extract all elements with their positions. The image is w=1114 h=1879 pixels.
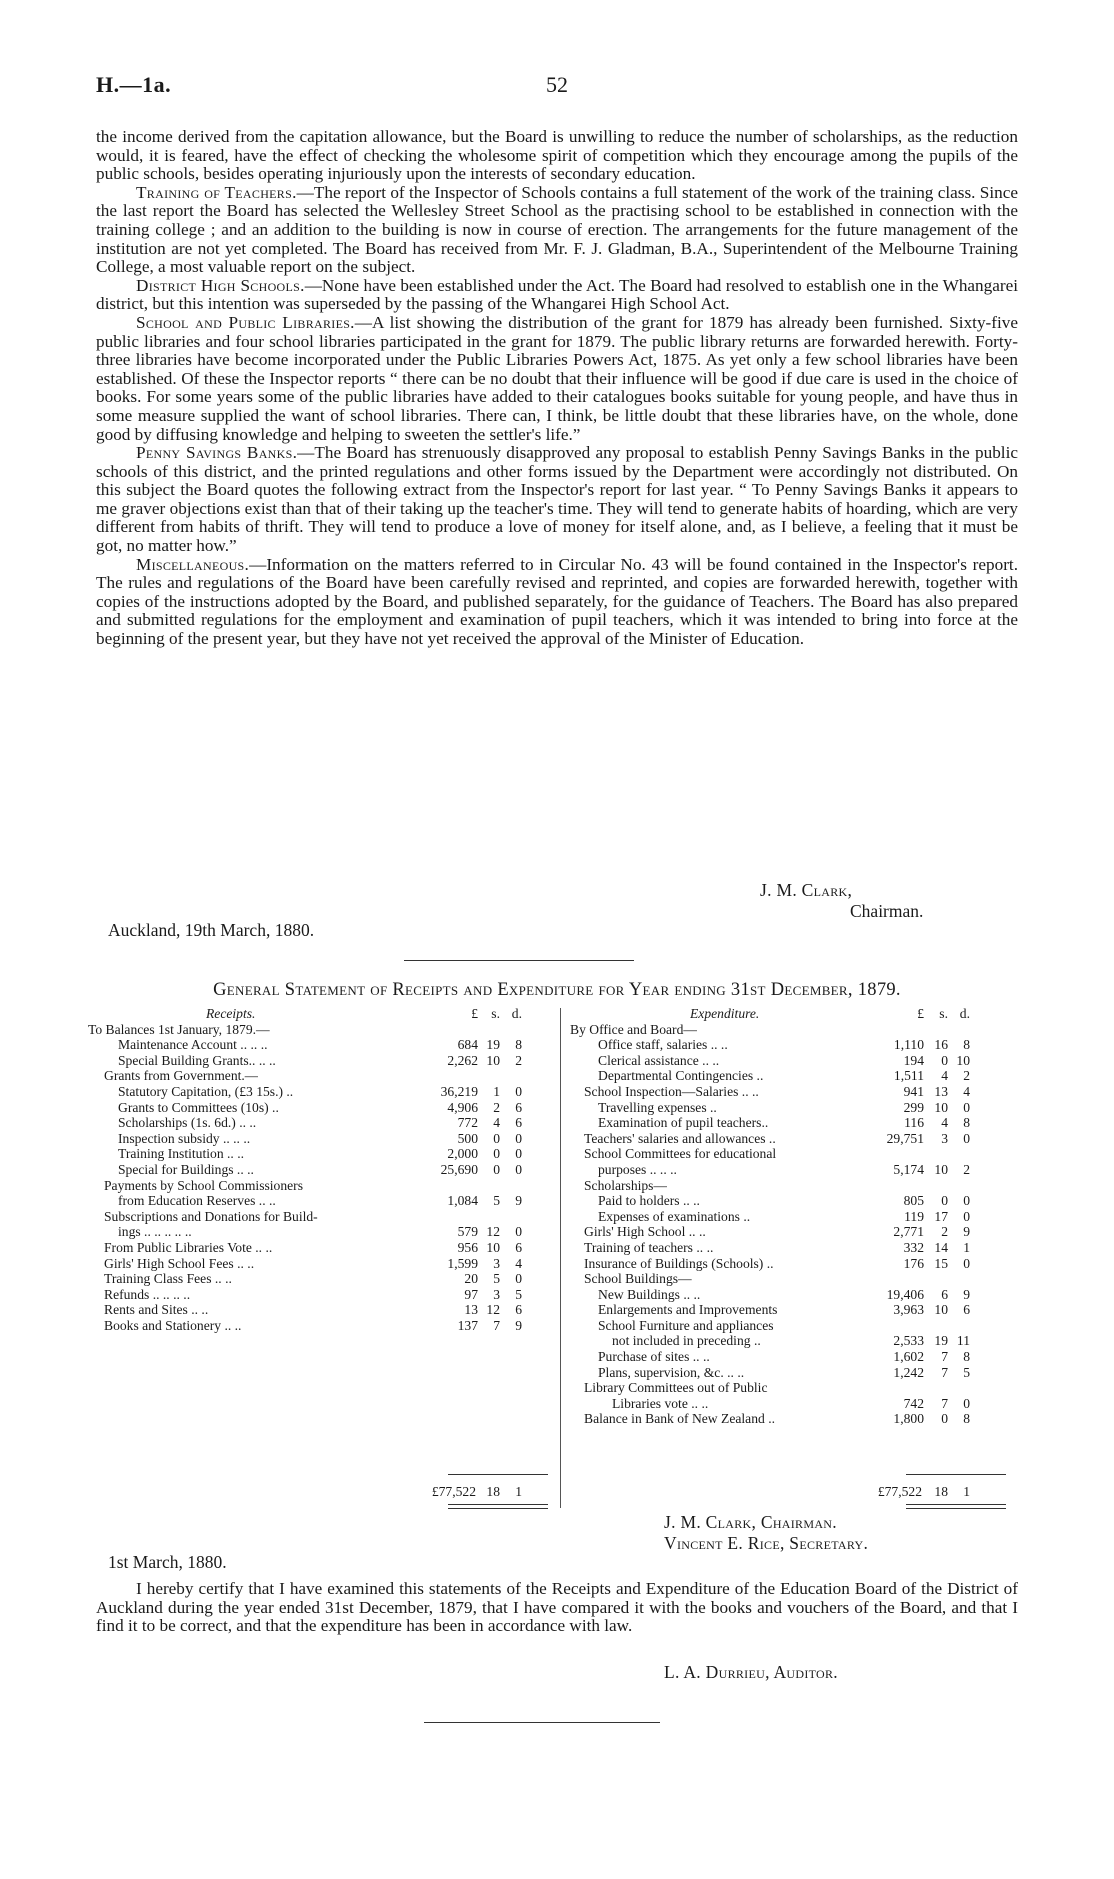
receipts-item-pounds: 25,690 (440, 1161, 478, 1177)
paragraph-penny-savings-banks: Penny Savings Banks.—The Board has strenuously disapproved any proposal to establish Penny Savings Banks in the public schools of this district, and the printed regulations and other forms issued by the Department were accordingly not distributed. On this subject the Board quotes the following extract from the Inspector's report for last year. “ To Penny Savings Banks it appears to me graver objections exist than that of their taking up the teacher's time. They will tend to generate habits of hoarding, which are very different from habits of thrift. They will tend to produce a love of money for itself alone, and, as I believe, a feeling that it must be got, no matter how.” (96, 443, 1018, 556)
receipts-item-pence: 0 (515, 1271, 522, 1287)
expenditure-item-shillings: 3 (941, 1130, 948, 1146)
chairman-signature (760, 880, 923, 922)
expenditure-header-row (570, 1006, 1018, 1022)
expenditure-item-label: Office staff, salaries .. .. (598, 1037, 728, 1053)
expenditure-item-shillings: 14 (934, 1239, 948, 1255)
receipts-item-pounds: 4,906 (447, 1099, 478, 1115)
expenditure-row (570, 1302, 1018, 1318)
receipts-heading: Receipts. (206, 1006, 256, 1021)
expenditure-rows (570, 1022, 1018, 1427)
expenditure-total-row (570, 1484, 1018, 1500)
receipts-row (88, 1209, 550, 1225)
section-heading: Miscellaneous. (136, 554, 250, 574)
expenditure-row (570, 1333, 1018, 1349)
receipts-item-label: Maintenance Account .. .. .. (118, 1037, 268, 1053)
receipts-item-pounds: 137 (457, 1317, 478, 1333)
signatory-role: Chairman. (850, 901, 924, 921)
receipts-row (88, 1318, 550, 1334)
expenditure-item-shillings: 10 (934, 1099, 948, 1115)
receipts-item-shillings: 0 (493, 1130, 500, 1146)
expenditure-item-pence: 0 (963, 1099, 970, 1115)
receipts-item-shillings: 7 (493, 1317, 500, 1333)
receipts-item-pounds: 1,599 (447, 1255, 478, 1271)
expenditure-item-label: By Office and Board— (570, 1021, 697, 1037)
receipts-item-label: Special Building Grants.. .. .. (118, 1052, 276, 1068)
pence-header: d. (959, 1006, 970, 1021)
expenditure-item-label: Teachers' salaries and allowances .. (584, 1130, 776, 1146)
receipts-item-pounds: 13 (464, 1302, 478, 1318)
expenditure-item-pounds: 2,771 (893, 1224, 924, 1240)
receipts-row (88, 1022, 550, 1038)
statement-title: General Statement of Receipts and Expenditure for Year ending 31st December, 1879. (213, 980, 901, 1000)
receipts-item-label: Scholarships (1s. 6d.) .. .. (118, 1115, 257, 1131)
section-heading: School and Public Libraries. (136, 312, 355, 332)
expenditure-total-pounds: £77,522 (877, 1484, 922, 1499)
expenditure-item-label: Enlargements and Improvements (598, 1302, 778, 1318)
receipts-item-shillings: 3 (493, 1255, 500, 1271)
expenditure-item-shillings: 7 (941, 1349, 948, 1365)
expenditure-row (570, 1068, 1018, 1084)
pounds-header: £ (471, 1006, 478, 1021)
receipts-item-pence: 6 (515, 1099, 522, 1115)
receipts-item-shillings: 19 (486, 1037, 500, 1053)
expenditure-row (570, 1365, 1018, 1381)
expenditure-item-pence: 8 (963, 1349, 970, 1365)
expenditure-item-label: Insurance of Buildings (Schools) .. (584, 1255, 774, 1271)
expenditure-item-label: Scholarships— (584, 1177, 668, 1193)
expenditure-item-label: Expenses of examinations .. (598, 1208, 751, 1224)
expenditure-item-shillings: 2 (941, 1224, 948, 1240)
expenditure-item-shillings: 4 (941, 1068, 948, 1084)
receipts-header-row (88, 1006, 550, 1022)
receipts-item-shillings: 0 (493, 1146, 500, 1162)
expenditure-item-shillings: 4 (941, 1115, 948, 1131)
receipts-item-pounds: 20 (464, 1271, 478, 1287)
expenditure-item-pounds: 1,800 (893, 1411, 924, 1427)
expenditure-item-pounds: 5,174 (893, 1161, 924, 1177)
expenditure-item-pence: 0 (963, 1208, 970, 1224)
expenditure-item-label: New Buildings .. .. (598, 1286, 701, 1302)
receipts-row (88, 1131, 550, 1147)
receipts-total-shillings: 18 (486, 1484, 500, 1499)
receipts-item-shillings: 5 (493, 1193, 500, 1209)
receipts-item-pounds: 2,000 (447, 1146, 478, 1162)
expenditure-heading: Expenditure. (690, 1006, 760, 1021)
receipts-item-pounds: 97 (464, 1286, 478, 1302)
expenditure-item-pence: 10 (956, 1052, 970, 1068)
receipts-item-pence: 0 (515, 1161, 522, 1177)
expenditure-item-shillings: 6 (941, 1286, 948, 1302)
expenditure-column (570, 1006, 1018, 1427)
receipts-item-pounds: 1,084 (447, 1193, 478, 1209)
paragraph-training-of-teachers: Training of Teachers.—The report of the Inspector of Schools contains a full statement of the work of the training class. Since the last report the Board has selected the Wellesley Street School as the practising school to be established in connection with the training college ; and an addition to the building is now in course of erection. The arrangements for the future management of the institution are not yet completed. The Board has received from Mr. F. J. Gladman, B.A., Superintendent of the Melbourne Training College, a most valuable report on the subject. (96, 182, 1018, 277)
receipts-item-pence: 0 (515, 1083, 522, 1099)
receipts-total-row (88, 1484, 550, 1500)
expenditure-item-pounds: 299 (903, 1099, 924, 1115)
expenditure-item-pounds: 3,963 (893, 1302, 924, 1318)
receipts-item-pounds: 36,219 (440, 1083, 478, 1099)
receipts-item-pounds: 772 (457, 1115, 478, 1131)
expenditure-row (570, 1084, 1018, 1100)
receipts-item-shillings: 5 (493, 1271, 500, 1287)
receipts-row (88, 1162, 550, 1178)
receipts-total-double-rule (448, 1504, 548, 1509)
expenditure-item-pence: 9 (963, 1286, 970, 1302)
expenditure-row (570, 1100, 1018, 1116)
receipts-item-pounds: 579 (457, 1224, 478, 1240)
expenditure-item-label: Balance in Bank of New Zealand .. (584, 1411, 775, 1427)
receipts-row (88, 1224, 550, 1240)
expenditure-row (570, 1411, 1018, 1427)
expenditure-item-label: Travelling expenses .. (598, 1099, 717, 1115)
receipts-row (88, 1178, 550, 1194)
receipts-item-shillings: 3 (493, 1286, 500, 1302)
receipts-item-label: Special for Buildings .. .. (118, 1161, 254, 1177)
expenditure-row (570, 1380, 1018, 1396)
expenditure-item-shillings: 15 (934, 1255, 948, 1271)
expenditure-item-shillings: 16 (934, 1037, 948, 1053)
expenditure-item-label: School Furniture and appliances (598, 1317, 774, 1333)
receipts-item-pounds: 500 (457, 1130, 478, 1146)
receipts-item-pounds: 2,262 (447, 1052, 478, 1068)
receipts-item-shillings: 10 (486, 1239, 500, 1255)
receipts-row (88, 1100, 550, 1116)
expenditure-item-pounds: 194 (903, 1052, 924, 1068)
expenditure-item-shillings: 10 (934, 1302, 948, 1318)
expenditure-item-pence: 1 (963, 1239, 970, 1255)
expenditure-item-pounds: 176 (903, 1255, 924, 1271)
receipts-item-shillings: 0 (493, 1161, 500, 1177)
receipts-item-pence: 4 (515, 1255, 522, 1271)
expenditure-item-pounds: 1,511 (893, 1068, 924, 1084)
receipts-rows (88, 1022, 550, 1334)
expenditure-row (570, 1396, 1018, 1412)
expenditure-item-shillings: 13 (934, 1083, 948, 1099)
receipts-item-label: Statutory Capitation, (£3 15s.) .. (118, 1083, 294, 1099)
expenditure-item-pounds: 2,533 (893, 1333, 924, 1349)
expenditure-item-label: Training of teachers .. .. (584, 1239, 714, 1255)
expenditure-row (570, 1209, 1018, 1225)
receipts-item-pence: 9 (515, 1193, 522, 1209)
expenditure-item-pounds: 19,406 (886, 1286, 924, 1302)
receipts-row (88, 1084, 550, 1100)
expenditure-item-label: Departmental Contingencies .. (598, 1068, 764, 1084)
section-heading: Penny Savings Banks. (136, 443, 298, 463)
expenditure-row (570, 1240, 1018, 1256)
expenditure-item-pounds: 332 (903, 1239, 924, 1255)
expenditure-item-shillings: 10 (934, 1161, 948, 1177)
expenditure-item-pence: 9 (963, 1224, 970, 1240)
receipts-item-label: Books and Stationery .. .. (104, 1317, 242, 1333)
expenditure-item-shillings: 7 (941, 1364, 948, 1380)
expenditure-row (570, 1022, 1018, 1038)
receipts-item-label: from Education Reserves .. .. (118, 1193, 276, 1209)
expenditure-item-pounds: 805 (903, 1193, 924, 1209)
expenditure-item-label: purposes .. .. .. (598, 1161, 677, 1177)
expenditure-item-pounds: 116 (904, 1115, 924, 1131)
document-reference: H.—1a. (96, 72, 172, 97)
paragraph-district-high-schools: District High Schools.—None have been established under the Act. The Board had resolved to establish one in the Whangarei district, but this intention was superseded by the passing of the Whangarei High School Act. (96, 275, 1018, 314)
expenditure-item-pence: 2 (963, 1068, 970, 1084)
receipts-item-pence: 0 (515, 1224, 522, 1240)
expenditure-item-shillings: 0 (941, 1193, 948, 1209)
column-divider (560, 1008, 561, 1508)
receipts-row (88, 1115, 550, 1131)
receipts-row (88, 1068, 550, 1084)
expenditure-total-shillings: 18 (934, 1484, 948, 1499)
receipts-item-label: Payments by School Commissioners (104, 1177, 304, 1193)
expenditure-item-shillings: 7 (941, 1395, 948, 1411)
expenditure-row (570, 1115, 1018, 1131)
receipts-item-pounds: 956 (457, 1239, 478, 1255)
expenditure-row (570, 1037, 1018, 1053)
receipts-column (88, 1006, 550, 1333)
statement-date: 1st March, 1880. (108, 1552, 227, 1572)
pence-header: d. (511, 1006, 522, 1021)
receipts-total-pounds: £77,522 (431, 1484, 476, 1499)
receipts-item-shillings: 1 (493, 1083, 500, 1099)
expenditure-item-pounds: 29,751 (886, 1130, 924, 1146)
paragraph-scholarships: the income derived from the capitation allowance, but the Board is unwilling to reduce the number of scholarships, as the reduction would, it is feared, have the effect of checking the wholesome spirit of competition which they encourage among the pupils of the public schools, besides operating injuriously upon the interests of secondary education. (96, 127, 1018, 184)
receipts-item-label: ings .. .. .. .. .. (118, 1224, 192, 1240)
expenditure-row (570, 1271, 1018, 1287)
receipts-row (88, 1287, 550, 1303)
receipts-item-shillings: 12 (486, 1224, 500, 1240)
expenditure-item-pounds: 1,110 (893, 1037, 924, 1053)
expenditure-item-label: Library Committees out of Public (584, 1380, 768, 1396)
expenditure-item-pence: 8 (963, 1411, 970, 1427)
receipts-item-pence: 5 (515, 1286, 522, 1302)
closing-divider (424, 1722, 660, 1723)
receipts-item-pence: 6 (515, 1302, 522, 1318)
expenditure-item-shillings: 19 (934, 1333, 948, 1349)
expenditure-item-label: Purchase of sites .. .. (598, 1349, 710, 1365)
auditor-certification: I hereby certify that I have examined this statements of the Receipts and Expenditure of the Education Board of the District of Auckland during the year ended 31st December, 1879, that I have compared it with the books and vouchers of the Board, and that I find it to be correct, and that the expenditure has been in accordance with law. (96, 1579, 1018, 1636)
receipts-item-shillings: 4 (493, 1115, 500, 1131)
expenditure-item-label: Examination of pupil teachers.. (598, 1115, 769, 1131)
expenditure-item-pence: 0 (963, 1255, 970, 1271)
expenditure-row (570, 1318, 1018, 1334)
pounds-header: £ (917, 1006, 924, 1021)
receipts-item-pounds: 684 (457, 1037, 478, 1053)
receipts-item-shillings: 12 (486, 1302, 500, 1318)
statement-signatures (664, 1512, 868, 1554)
expenditure-row (570, 1224, 1018, 1240)
page-number: 52 (546, 72, 568, 97)
expenditure-item-shillings: 0 (941, 1052, 948, 1068)
section-heading: Training of Teachers. (136, 182, 297, 202)
receipts-item-label: Girls' High School Fees .. .. (104, 1255, 255, 1271)
receipts-item-label: From Public Libraries Vote .. .. (104, 1239, 273, 1255)
expenditure-item-pence: 6 (963, 1302, 970, 1318)
expenditure-item-shillings: 0 (941, 1411, 948, 1427)
expenditure-row (570, 1287, 1018, 1303)
receipts-item-pence: 9 (515, 1317, 522, 1333)
expenditure-item-label: Clerical assistance .. .. (598, 1052, 720, 1068)
expenditure-item-label: School Buildings— (584, 1271, 692, 1287)
expenditure-item-pounds: 941 (903, 1083, 924, 1099)
receipts-item-label: To Balances 1st January, 1879.— (88, 1021, 270, 1037)
receipts-row (88, 1256, 550, 1272)
expenditure-item-pence: 4 (963, 1083, 970, 1099)
receipts-item-label: Grants from Government.— (104, 1068, 259, 1084)
expenditure-item-pence: 2 (963, 1161, 970, 1177)
expenditure-item-label: School Committees for educational (584, 1146, 777, 1162)
receipts-item-pence: 6 (515, 1239, 522, 1255)
receipts-item-label: Grants to Committees (10s) .. (118, 1099, 279, 1115)
expenditure-item-label: Plans, supervision, &c. .. .. (598, 1364, 745, 1380)
shillings-header: s. (939, 1006, 948, 1021)
receipts-total-rule (448, 1474, 548, 1475)
expenditure-item-pounds: 1,602 (893, 1349, 924, 1365)
expenditure-item-pence: 0 (963, 1395, 970, 1411)
expenditure-row (570, 1131, 1018, 1147)
expenditure-item-pounds: 1,242 (893, 1364, 924, 1380)
expenditure-item-label: Girls' High School .. .. (584, 1224, 706, 1240)
receipts-row (88, 1240, 550, 1256)
expenditure-item-shillings: 17 (934, 1208, 948, 1224)
page-header (96, 72, 1018, 100)
expenditure-item-pence: 0 (963, 1130, 970, 1146)
receipts-item-pence: 8 (515, 1037, 522, 1053)
receipts-item-pence: 0 (515, 1130, 522, 1146)
expenditure-item-pence: 0 (963, 1193, 970, 1209)
expenditure-total-double-rule (906, 1504, 1006, 1509)
expenditure-row (570, 1349, 1018, 1365)
expenditure-item-pounds: 742 (903, 1395, 924, 1411)
receipts-item-pence: 0 (515, 1146, 522, 1162)
receipts-row (88, 1193, 550, 1209)
receipts-item-pence: 2 (515, 1052, 522, 1068)
expenditure-row (570, 1256, 1018, 1272)
auditor-signature: L. A. Durrieu, Auditor. (664, 1662, 838, 1682)
expenditure-row (570, 1146, 1018, 1162)
receipts-row (88, 1302, 550, 1318)
receipts-item-shillings: 2 (493, 1099, 500, 1115)
receipts-row (88, 1053, 550, 1069)
signatory-name: J. M. Clark, (760, 880, 853, 900)
receipts-item-shillings: 10 (486, 1052, 500, 1068)
expenditure-row (570, 1053, 1018, 1069)
expenditure-item-pence: 5 (963, 1364, 970, 1380)
expenditure-item-pence: 11 (956, 1333, 970, 1349)
receipts-item-pence: 6 (515, 1115, 522, 1131)
report-body (96, 128, 1018, 649)
receipts-item-label: Training Institution .. .. (118, 1146, 245, 1162)
receipts-item-label: Training Class Fees .. .. (104, 1271, 232, 1287)
expenditure-item-pence: 8 (963, 1115, 970, 1131)
receipts-row (88, 1037, 550, 1053)
section-divider (404, 960, 634, 961)
expenditure-item-label: Libraries vote .. .. (612, 1395, 709, 1411)
expenditure-item-label: not included in preceding .. (612, 1333, 761, 1349)
expenditure-row (570, 1162, 1018, 1178)
receipts-row (88, 1146, 550, 1162)
place-and-date: Auckland, 19th March, 1880. (108, 920, 315, 940)
expenditure-total-rule (906, 1474, 1006, 1475)
receipts-total-pence: 1 (515, 1484, 522, 1499)
section-heading: District High Schools. (136, 275, 305, 295)
shillings-header: s. (491, 1006, 500, 1021)
expenditure-item-pounds: 119 (904, 1208, 924, 1224)
expenditure-row (570, 1178, 1018, 1194)
expenditure-item-pence: 8 (963, 1037, 970, 1053)
receipts-item-label: Rents and Sites .. .. (104, 1302, 209, 1318)
receipts-row (88, 1271, 550, 1287)
receipts-item-label: Refunds .. .. .. .. (104, 1286, 191, 1302)
paragraph-miscellaneous: Miscellaneous.—Information on the matters referred to in Circular No. 43 will be found contained in the Inspector's report. The rules and regulations of the Board have been carefully revised and reprinted, and copies are forwarded herewith, together with copies of the instructions adopted by the Board, and published separately, for the guidance of Teachers. The Board has also prepared and submitted regulations for the employment and examination of pupil teachers, which it was intended to bring into force at the beginning of the present year, but they have not yet received the approval of the Minister of Education. (96, 554, 1018, 649)
expenditure-item-label: Paid to holders .. .. (598, 1193, 700, 1209)
paragraph-libraries: School and Public Libraries.—A list showing the distribution of the grant for 1879 has already been furnished. Sixty-five public libraries and four school libraries participated in the grant for 1879. The public library returns are forwarded herewith. Forty-three libraries have become incorporated under the Public Libraries Powers Act, 1875. As yet only a few school libraries have been established. Of these the Inspector reports “ there can be no doubt that their influence will be good if due care is used in the choice of books. For some years some of the public libraries have added to their catalogues books suitable for young people, and have thus in some measure supplied the want of school libraries. There can, I think, be little doubt that these libraries have, on the whole, done good by diffusing knowledge and helping to sweeten the settler's life.” (96, 312, 1018, 444)
receipts-item-label: Inspection subsidy .. .. .. (118, 1130, 251, 1146)
expenditure-row (570, 1193, 1018, 1209)
chairman-line: J. M. Clark, Chairman. (664, 1512, 837, 1532)
expenditure-item-label: School Inspection—Salaries .. .. (584, 1083, 759, 1099)
expenditure-total-pence: 1 (963, 1484, 970, 1499)
secretary-line: Vincent E. Rice, Secretary. (664, 1533, 869, 1553)
receipts-item-label: Subscriptions and Donations for Build- (104, 1208, 318, 1224)
